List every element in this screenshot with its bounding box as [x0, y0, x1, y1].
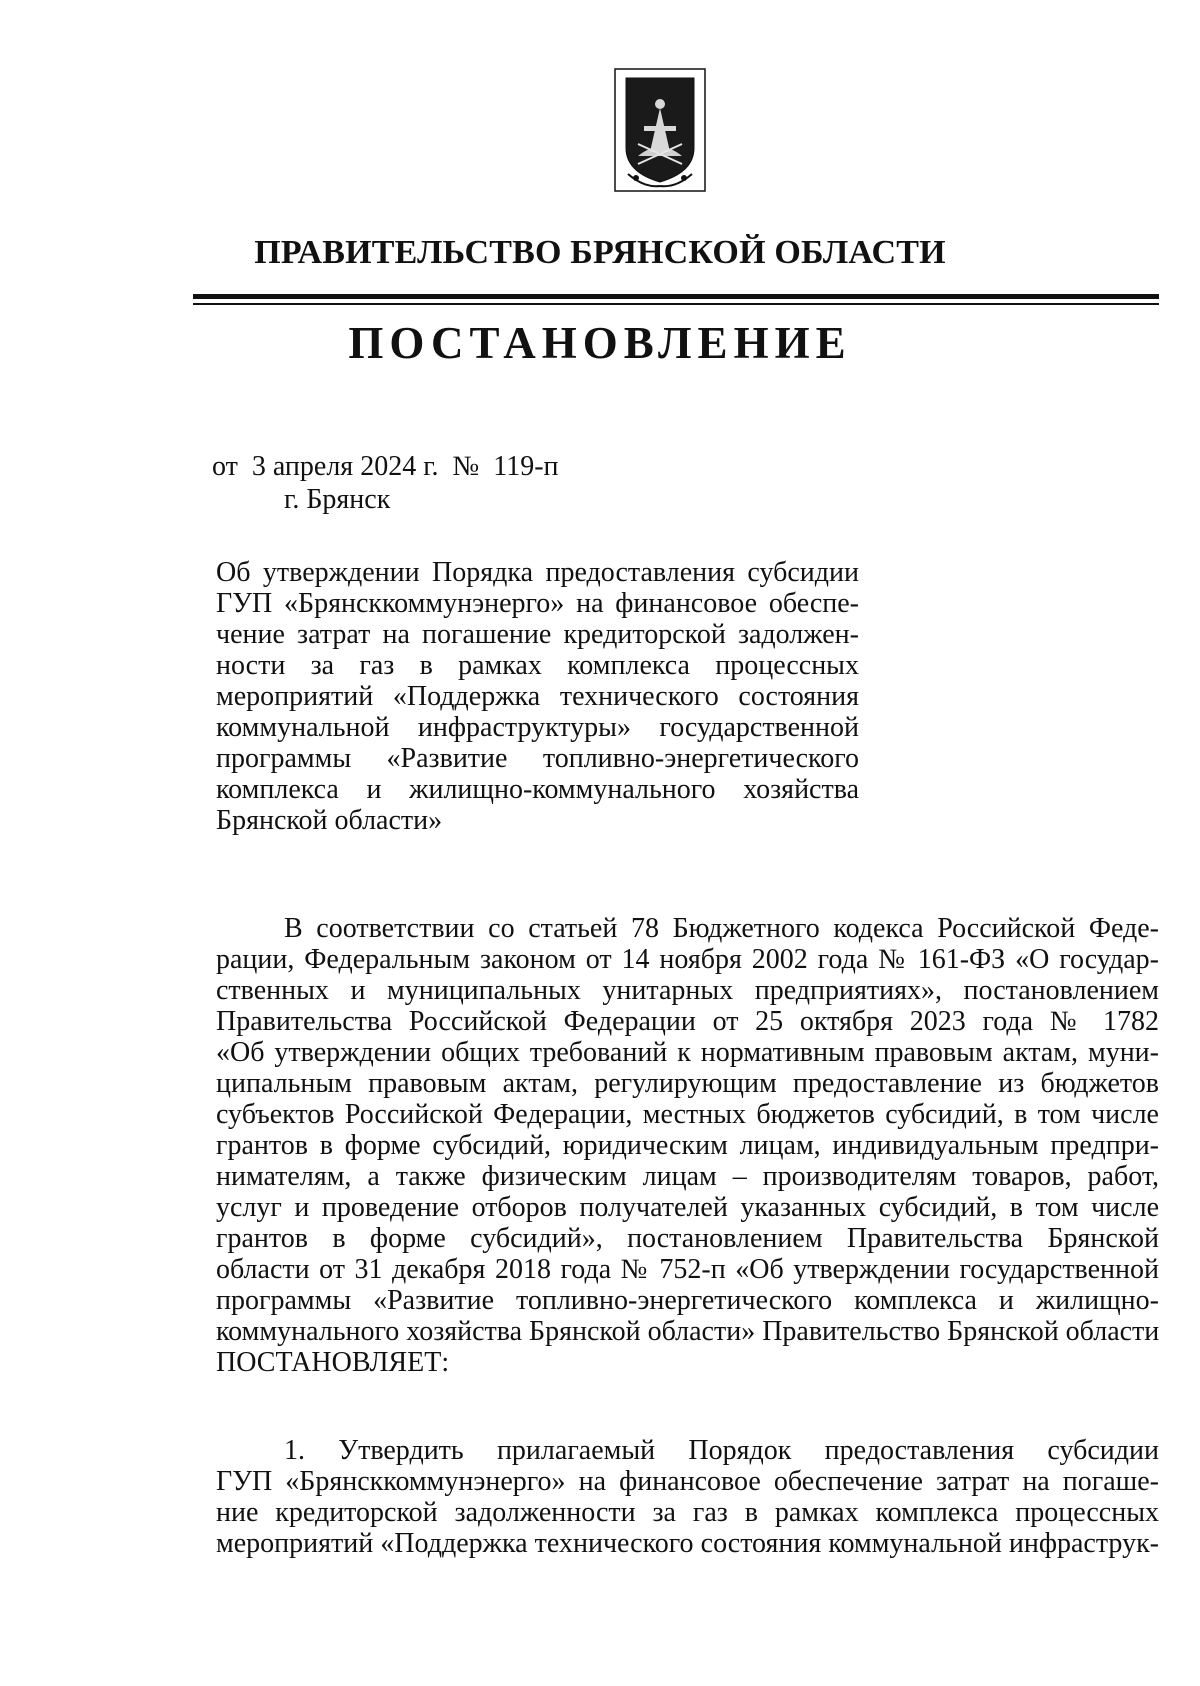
paragraph-line: услуг и проведение отборов получателей указанных субсидий, в том числе — [216, 1192, 1159, 1223]
government-title: ПРАВИТЕЛЬСТВО БРЯНСКОЙ ОБЛАСТИ — [254, 234, 946, 271]
paragraph-line: ственных и муниципальных унитарных предприятиях», постановлением — [216, 975, 1159, 1006]
preamble-paragraph — [216, 913, 1159, 1378]
paragraph-line: грантов в форме субсидий», постановлением Правительства Брянской — [216, 1223, 1159, 1254]
paragraph-line: программы «Развитие топливно-энергетического комплекса и жилищно- — [216, 1285, 1159, 1316]
paragraph-line: грантов в форме субсидий, юридическим лицам, индивидуальным предпри- — [216, 1130, 1159, 1161]
paragraph-line: «Об утверждении общих требований к нормативным правовым актам, муни- — [216, 1037, 1159, 1068]
header-rule-thin — [193, 303, 1159, 305]
paragraph-line: Правительства Российской Федерации от 25 октября 2023 года № 1782 — [216, 1006, 1159, 1037]
subject-line: комплекса и жилищно-коммунального хозяйства — [216, 774, 859, 805]
document-type-title: ПОСТАНОВЛЕНИЕ — [348, 318, 852, 368]
subject-line: мероприятий «Поддержка технического состояния — [216, 681, 859, 712]
subject-line: Брянской области» — [216, 805, 443, 836]
paragraph-line: В соответствии со статьей 78 Бюджетного кодекса Российской Феде- — [284, 913, 1159, 944]
subject-line: программы «Развитие топливно-энергетического — [216, 743, 859, 774]
paragraph-line: ние кредиторской задолженности за газ в рамках комплекса процессных — [216, 1497, 1159, 1528]
paragraph-line: ПОСТАНОВЛЯЕТ: — [216, 1347, 450, 1378]
item-1-paragraph — [216, 1435, 1159, 1559]
paragraph-line: рации, Федеральным законом от 14 ноября 2002 года № 161-ФЗ «О государ- — [216, 944, 1159, 975]
paragraph-line: области от 31 декабря 2018 года № 752-п «Об утверждении государственной — [216, 1254, 1159, 1285]
subject-line: коммунальной инфраструктуры» государственной — [216, 712, 859, 743]
city-line: г. Брянск — [284, 484, 391, 515]
paragraph-line: мероприятий «Поддержка технического состояния коммунальной инфраструк- — [216, 1528, 1159, 1559]
coat-of-arms-icon — [614, 68, 706, 192]
date-number-line: от 3 апреля 2024 г. № 119-п — [212, 451, 559, 482]
subject-line: ности за газ в рамках комплекса процессных — [216, 650, 859, 681]
paragraph-line: субъектов Российской Федерации, местных бюджетов субсидий, в том числе — [216, 1099, 1159, 1130]
paragraph-line: 1. Утвердить прилагаемый Порядок предоставления субсидии — [284, 1435, 1159, 1466]
paragraph-line: ципальным правовым актам, регулирующим предоставление из бюджетов — [216, 1068, 1159, 1099]
subject-line: Об утверждении Порядка предоставления субсидии — [216, 557, 859, 588]
paragraph-line: ГУП «Брянсккоммунэнерго» на финансовое обеспечение затрат на погаше- — [216, 1466, 1159, 1497]
subject-block — [216, 557, 859, 836]
header-rule-thick — [193, 294, 1159, 299]
subject-line: ГУП «Брянсккоммунэнерго» на финансовое обеспе- — [216, 588, 859, 619]
paragraph-line: нимателям, а также физическим лицам – производителям товаров, работ, — [216, 1161, 1159, 1192]
paragraph-line: коммунального хозяйства Брянской области» Правительство Брянской области — [216, 1316, 1160, 1347]
subject-line: чение затрат на погашение кредиторской задолжен- — [216, 619, 859, 650]
